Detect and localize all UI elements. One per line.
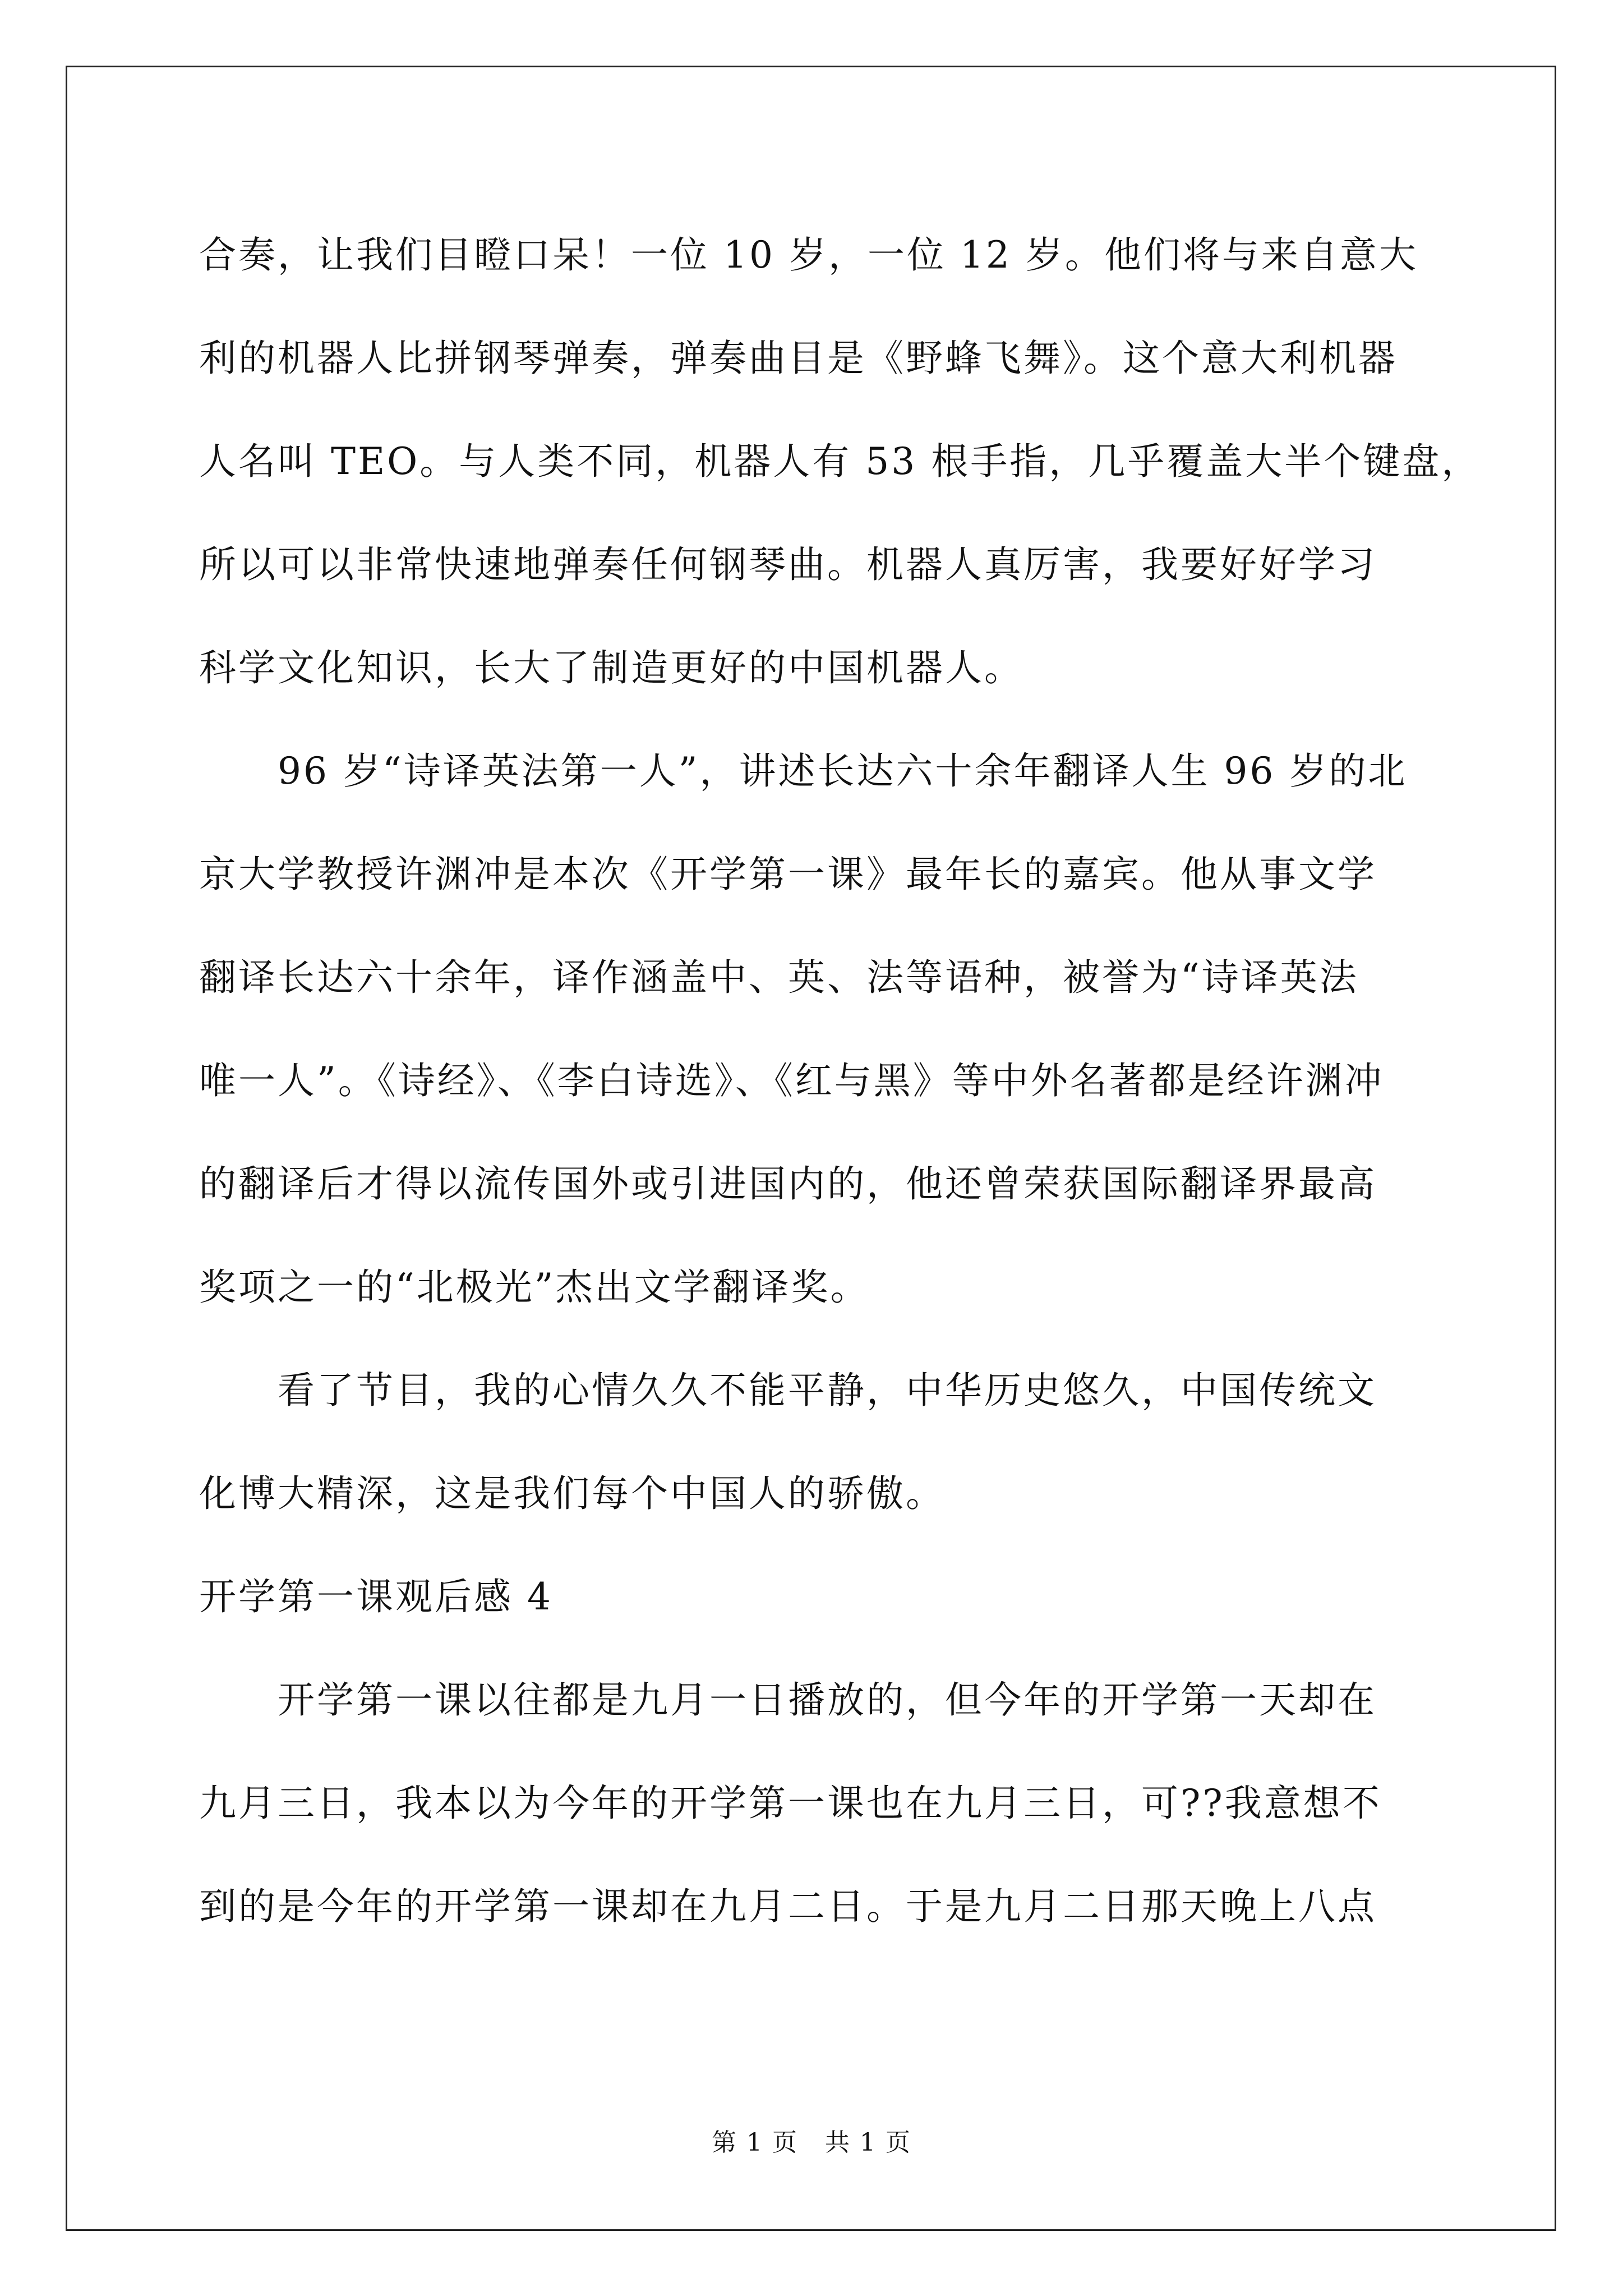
page-footer — [0, 2126, 1623, 2160]
document-body — [199, 219, 1481, 1973]
page-total: 共 1 页 — [825, 2128, 911, 2157]
paragraph-line: 开学第一课以往都是九月一日播放的，但今年的开学第一天却在 — [278, 1678, 1377, 1722]
section-heading: 开学第一课观后感 4 — [199, 1575, 553, 1618]
paragraph-line: 科学文化知识，长大了制造更好的中国机器人。 — [199, 646, 1023, 689]
paragraph-line: 唯一人”。《诗经》、《李白诗选》、《红与黑》等中外名著都是经许渊冲 — [199, 1059, 1384, 1102]
paragraph-line: 利的机器人比拼钢琴弹奏，弹奏曲目是《野蜂飞舞》。这个意大利机器 — [199, 337, 1398, 380]
paragraph-line: 的翻译后才得以流传国外或引进国内的，他还曾荣获国际翻译界最高 — [199, 1162, 1377, 1205]
paragraph-line: 看了节目，我的心情久久不能平静，中华历史悠久，中国传统文 — [278, 1369, 1377, 1412]
paragraph-line: 翻译长达六十余年，译作涵盖中、英、法等语种，被誉为“诗译英法 — [199, 956, 1359, 999]
paragraph-line: 合奏，让我们目瞪口呆！一位 10 岁，一位 12 岁。他们将与来自意大 — [199, 233, 1418, 277]
paragraph-line: 京大学教授许渊冲是本次《开学第一课》最年长的嘉宾。他从事文学 — [199, 853, 1377, 896]
paragraph-line: 96 岁“诗译英法第一人”，讲述长达六十余年翻译人生 96 岁的北 — [278, 749, 1408, 793]
paragraph-line: 化博大精深，这是我们每个中国人的骄傲。 — [199, 1472, 945, 1515]
paragraph-line: 人名叫 TEO。与人类不同，机器人有 53 根手指，几乎覆盖大半个键盘， — [199, 440, 1481, 483]
paragraph-line: 所以可以非常快速地弹奏任何钢琴曲。机器人真厉害，我要好好学习 — [199, 543, 1377, 586]
paragraph-line: 奖项之一的“北极光”杰出文学翻译奖。 — [199, 1266, 870, 1309]
paragraph-line: 到的是今年的开学第一课却在九月二日。于是九月二日那天晚上八点 — [199, 1885, 1377, 1928]
page-number: 第 1 页 — [712, 2128, 798, 2157]
paragraph-line: 九月三日，我本以为今年的开学第一课也在九月三日，可??我意想不 — [199, 1782, 1382, 1825]
